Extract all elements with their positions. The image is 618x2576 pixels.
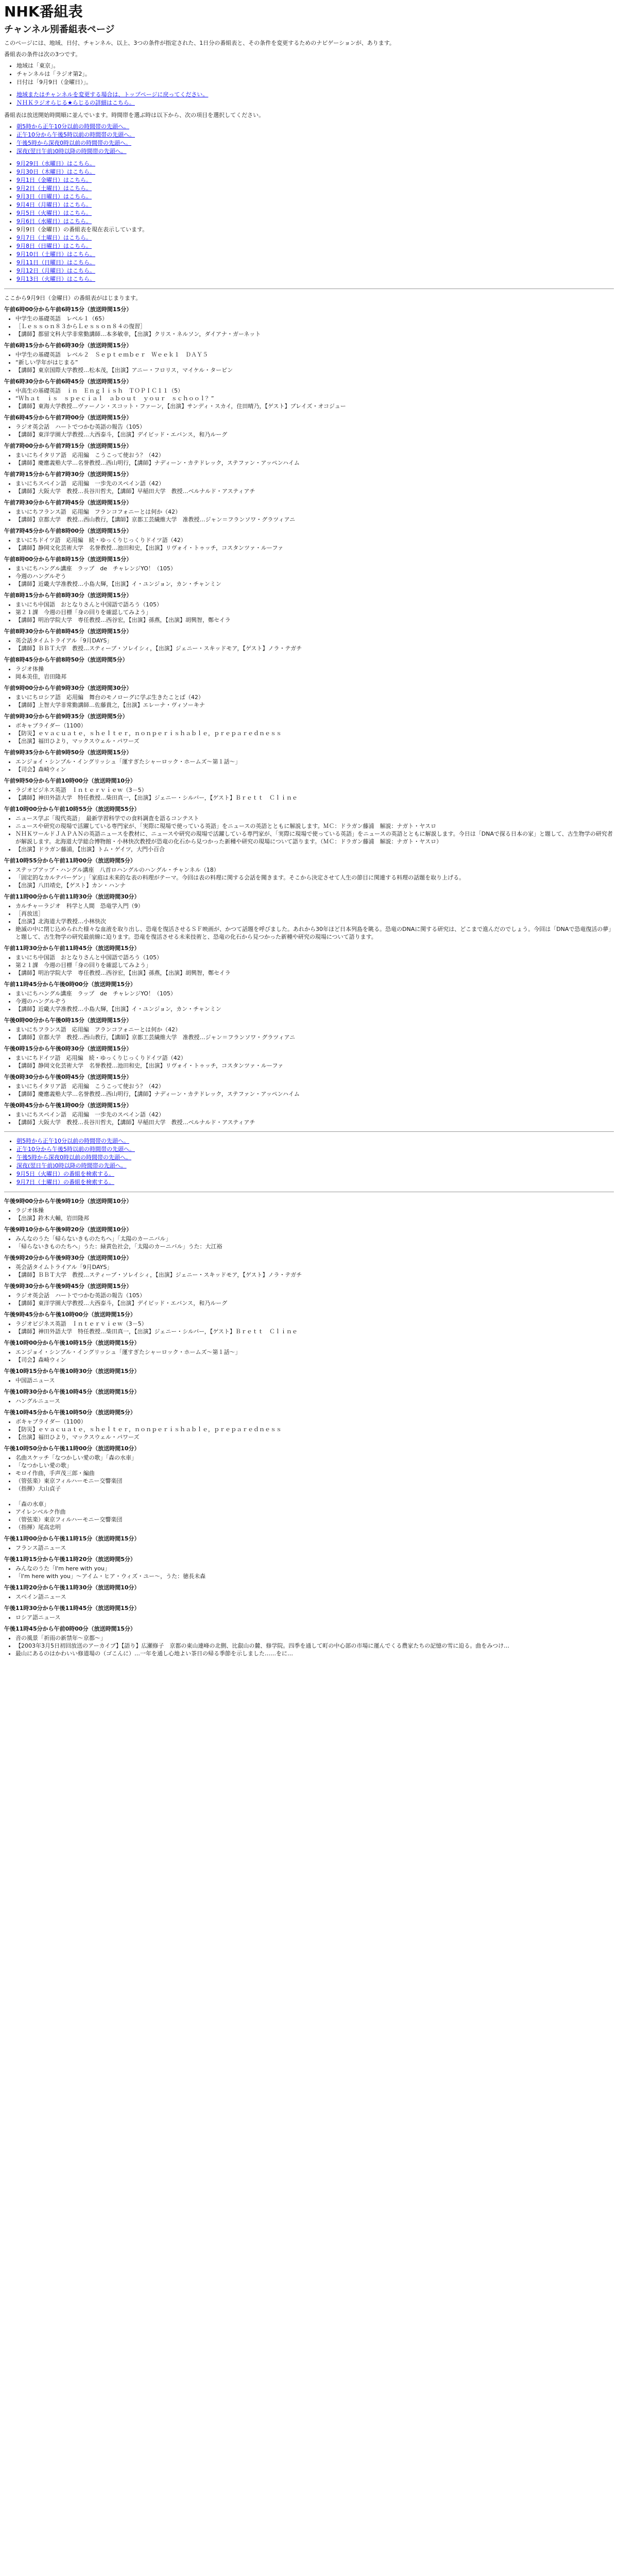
program-line: • まいにちフランス語 応用編 フランコフォニーとは何か（42） [15,1026,614,1033]
date-nav-item [16,184,614,193]
program-time: 午前9時35分から午前9時50分（放送時間15分） [4,749,132,756]
program-details [15,1614,614,1621]
program-slot [4,1282,614,1307]
program-line: • 【講師】上智大学非常勤講師…佐藤貴之，【出演】エレーナ・ヴィソーキナ [15,701,614,709]
program-time: 午後9時00分から午後9時10分（放送時間10分） [4,1198,132,1205]
program-time: 午前9時50分から午前10時00分（放送時間10分） [4,777,136,784]
program-line: • ラジオビジネス英語 Ｉｎｔｅｒｖｉｅｗ（3－5） [15,786,614,794]
program-line: • 【講師】神田外語大学 特任教授…柴田真一，【出演】ジェニー・シルバー，【ゲスト】Ｂｒｅｔｔ Ｃｌｉｎｅ [15,794,614,802]
change-link[interactable]: ＮＨＫラジオらじる★らじるの詳細はこちら。 [16,99,135,106]
program-line: • みんなのうた「帰らないきものたちへ」「太陽のカーニバル」 [15,1235,614,1243]
program-line: • （管弦楽）東京フィルハーモニー交響楽団 [15,1477,614,1485]
program-slot [4,656,614,681]
program-time: 午後10時50分から午後11時00分（放送時間10分） [4,1445,140,1452]
program-line: • カルチャーラジオ 科学と人間 恐竜学入門（9） [15,902,614,910]
program-line: • ステップアップ・ハングル講座 八首ロハングルのハングル・チャンネル（18） [15,866,614,874]
change-item [16,99,614,107]
program-time: 午後11時45分から午前0時00分（放送時間15分） [4,1625,136,1632]
program-line: • 「帰らないきものたちへ」うた：緑黄色社会，「太陽のカーニバル」うた：大江裕 [15,1243,614,1250]
program-details [15,423,614,438]
date-nav-item [16,176,614,184]
program-line: • 【司会】森崎ウィン [15,1356,614,1364]
program-time: 午前7時30分から午前7時45分（放送時間15分） [4,499,132,506]
date-nav-link[interactable]: 9月30日（木曜日）はこちら。 [16,168,95,175]
program-line: • ニュース学ぶ「現代英語」 最新学習科学での食料調査を語るコンテスト [15,815,614,822]
program-slot [4,1101,614,1126]
schedule-morning [4,306,614,1126]
schedule-evening [4,1197,614,1657]
time-nav-link[interactable]: 深夜(翌日午前)0時以降の時間帯の先頭へ。 [16,148,127,155]
time-nav-item [16,123,614,131]
divider [4,1131,614,1132]
intro-text: このページには、地域、日付、チャンネル、以上、3つの条件が指定された、1日分の番組表と、その条件を変更するためのナビゲーションが、あります。 [4,40,395,46]
mid-nav-link[interactable]: 9月5日（火曜日）の番組を検索する。 [16,1171,114,1177]
program-time: 午後0時30分から午後0時45分（放送時間15分） [4,1074,132,1080]
program-slot [4,777,614,802]
program-line: • 【講師】神田外語大学 特任教授…柴田真一，【出演】ジェニー・シルバー，【ゲスト】Ｂｒｅｔｔ Ｃｌｉｎｅ [15,1328,614,1335]
program-slot [4,1045,614,1070]
program-line: • まいにち中国語 おとなりさんと中国語で語ろう（105） [15,601,614,608]
date-nav-link[interactable]: 9月29日（水曜日）はこちら。 [16,160,95,167]
date-nav-link[interactable]: 9月1日（金曜日）はこちら。 [16,177,92,183]
program-slot [4,1197,614,1222]
program-time: 午後0時00分から午後0時15分（放送時間15分） [4,1017,132,1024]
program-line: • ＮＨＫワールドＪＡＰＡＮの英語ニュースを教材に、ニュースや研究の現場で活躍している専門家が、「実際に現場で使っている英語」をニュースの英語とともに解説します。今日は「DNAで探る日本の家」と題して、古生物学の研究者が解説します。北海道大学総合博物館・小林快次教授が恐竜の化石から見つかった新種や研究の現場について語ります。（ＭＣ：ドラガン藤浦 解説：ナガト・ヤスロ） [15,830,614,845]
program-line: • モロイ作曲，手声茂三郎・編曲 [15,1469,614,1477]
program-details [15,1593,614,1601]
program-details [15,1397,614,1405]
conditions-list [16,62,614,87]
program-details [15,1634,614,1657]
program-time: 午前8時00分から午前8時15分（放送時間15分） [4,556,132,563]
program-line: • エンジョイ・シンプル・イングリッシュ「運すぎたシャーロック・ホームズ〜第１話〜」 [15,758,614,766]
program-details [15,1418,614,1441]
program-details [15,665,614,681]
mid-nav-item [16,1178,614,1187]
program-details [15,1235,614,1250]
mid-nav-link[interactable]: 深夜(翌日午前)0時以降の時間帯の先頭へ。 [16,1162,127,1169]
program-slot [4,1409,614,1441]
program-slot [4,857,614,889]
program-line: • まいにちフランス語 応用編 フランコフォニーとは何か（42） [15,508,614,516]
program-line: • 【講師】東洋学園大学教授…大西泰斗，【出演】デイビッド・エバンス，和乃ルーグ [15,1299,614,1307]
program-line: • 「固定的なカルテバーゲン」「家庭は未来的な表の料理がテーマ。今回は表の料理に関する会話を聞きます。そこから決定させて人生の節目に関連する料理の話題を取り上げる。 [15,874,614,882]
program-time: 午前11時00分から午前11時30分（放送時間30分） [4,893,140,900]
date-nav-link[interactable]: 9月3日（日曜日）はこちら。 [16,193,92,200]
program-details [15,722,614,745]
date-nav-item [16,234,614,242]
program-line: • 「森の水車」 [15,1500,614,1508]
program-time: 午後10時45分から午後10時50分（放送時間5分） [4,1409,136,1416]
program-slot [4,555,614,588]
program-line [15,1493,614,1500]
mid-nav-link[interactable]: 9月7日（土曜日）の番組を検索する。 [16,1179,114,1185]
date-nav-link[interactable]: 9月4日（月曜日）はこちら。 [16,201,92,208]
program-line: • まいにちスペイン語 応用編 一歩先のスペイン語（42） [15,480,614,487]
program-line: • ニュースや研究の現場で活躍している専門家が、「実際に現場で使っている英語」をニュースの英語とともに解説します。ＭＣ：ドラガン藤浦 解説：ナガト・ヤスロ [15,822,614,830]
program-line: • ボキャブライダー（1100） [15,1418,614,1426]
program-details [15,866,614,889]
program-line: • 最山にあるのはかわいい修道場の（ゴこんに）…一年を通し心地よい茶日の帰る季節を示しました……をに… [15,1650,614,1657]
program-slot [4,1367,614,1384]
program-time: 午前8時30分から午前8時45分（放送時間15分） [4,628,132,635]
program-time: 午後10時00分から午後10時15分（放送時間15分） [4,1340,140,1346]
program-line: • 中学生の基礎英語 レベル１（65） [15,315,614,323]
program-time: 午前8時15分から午前8時30分（放送時間15分） [4,592,132,599]
program-line: • 第２１課 今週の目標「身の回りを確認してみよう」 [15,961,614,969]
date-nav-item [16,226,614,234]
program-details [15,387,614,410]
program-slot [4,1226,614,1250]
date-nav-item [16,193,614,201]
program-slot [4,713,614,745]
date-nav-link[interactable]: 9月10日（土曜日）はこちら。 [16,251,95,258]
program-time: 午後11時00分から午後11時15分（放送時間15分） [4,1535,140,1542]
program-time: 午後9時10分から午後9時20分（放送時間10分） [4,1226,132,1233]
program-line: • 【出演】八田靖史，【ゲスト】カン・ハンナ [15,882,614,889]
program-time: 午前11時30分から午前11時45分（放送時間15分） [4,945,140,952]
date-nav-item [16,160,614,168]
program-slot [4,442,614,467]
program-details [15,1320,614,1335]
time-nav-link[interactable]: 朝5時から正午10分以前の時間帯の先頭へ。 [16,123,129,130]
program-slot [4,628,614,652]
program-line: • 【講師】都留文科大学非常勤講師…本多敏幸，【出演】クリス・ネルソン，ダイアナ・ガーネット [15,330,614,338]
program-time: 午前11時45分から午後0時00分（放送時間15分） [4,981,136,988]
program-details [15,1544,614,1552]
date-nav-link[interactable]: 9月2日（土曜日）はこちら。 [16,185,92,192]
program-slot [4,414,614,438]
program-time: 午前10時55分から午前11時00分（放送時間5分） [4,857,136,864]
program-line: • 岡本美佳，岩田隆邦 [15,673,614,681]
program-time: 午後11時15分から午後11時20分（放送時間5分） [4,1556,136,1563]
change-links [16,91,614,107]
program-line: • 今週のハングルぞう [15,572,614,580]
program-slot [4,805,614,853]
program-details [15,1292,614,1307]
program-slot [4,893,614,941]
program-line: • ロシア語ニュース [15,1614,614,1621]
program-line: • ラジオビジネス英語 Ｉｎｔｅｒｖｉｅｗ（3－5） [15,1320,614,1328]
program-slot [4,499,614,523]
program-line: • まいにちイタリア語 応用編 こうこって使おう？（42） [15,1082,614,1090]
condition-text: チャンネルは「ラジオ第2」。 [16,71,91,77]
program-line: • まいにちロシア語 応用編 舞台のモノローグに学ぶ生きたことば（42） [15,693,614,701]
mid-nav-item [16,1137,614,1145]
program-time: 午後11時20分から午後11時30分（放送時間10分） [4,1584,140,1591]
program-details [15,637,614,652]
program-details [15,815,614,853]
time-nav [16,123,614,156]
time-nav-item [16,131,614,139]
program-slot [4,470,614,495]
program-slot [4,1339,614,1364]
program-slot [4,1311,614,1335]
program-line: • 英会話タイムトライアル「9月DAYS」 [15,637,614,645]
program-line: • ハングルニュース [15,1397,614,1405]
program-details [15,508,614,523]
program-time: 午前7時15分から午前7時30分（放送時間15分） [4,471,132,478]
program-line: • 【講師】静岡文化芸術大学 名誉教授…池田和史，【出演】リヴォイ・トゥッチ，コスタンツァ・ルーファ [15,544,614,552]
program-slot [4,749,614,773]
program-details [15,480,614,495]
program-slot [4,527,614,552]
date-nav-item [16,209,614,217]
program-slot [4,1604,614,1621]
date-nav-link[interactable]: 9月5日（火曜日）はこちら。 [16,210,92,216]
time-nav-link[interactable]: 午後5時から深夜0時以前の時間帯の先頭へ。 [16,140,131,146]
date-nav-text: 9月9日（金曜日）の番組表を現在表示しています。 [16,226,148,233]
program-details [15,1454,614,1531]
mid-nav-item [16,1145,614,1154]
mid-nav-link[interactable]: 午後5時から深夜0時以前の時間帯の先頭へ。 [16,1154,131,1161]
date-nav-link[interactable]: 9月12日（月曜日）はこちら。 [16,267,95,274]
program-slot [4,1445,614,1531]
program-line: • ラジオ英会話 ハートでつかむ英語の報告（105） [15,423,614,431]
program-line: • 【講師】明治学院大学 専任教授…西谷宏，【出演】孫燕，【出演】胡興智，鄭セイラ [15,969,614,977]
program-line: • 【出演】鈴木大輔，岩田隆邦 [15,1214,614,1222]
program-slot [4,684,614,709]
program-details [15,758,614,773]
program-line: • まいにちハングル講座 ラップ de チャレンジYO！（105） [15,565,614,572]
program-details [15,786,614,802]
program-time: 午前6時15分から午前6時30分（放送時間15分） [4,342,132,349]
program-line: • 第２１課 今週の目標「身の回りを確認してみよう」 [15,608,614,616]
program-line: • まいにちスペイン語 応用編 一歩先のスペイン語（42） [15,1111,614,1118]
date-nav-link[interactable]: 9月13日（火曜日）はこちら。 [16,276,95,282]
program-time: 午前6時30分から午前6時45分（放送時間15分） [4,378,132,385]
program-line: • フランス語ニュース [15,1544,614,1552]
program-time: 午前8時45分から午前8時50分（放送時間5分） [4,656,128,663]
mid-nav [16,1137,614,1187]
program-line: • 【2003年3月5日初回放送のアーカイブ】【語り】広瀬修子 京都の東山連峰の北側、比叡山の麓、修学院。四季を通して町の中心部の市場に運んでくる農家たちの記憶の雪に迫る。曲をみつけ… [15,1642,614,1650]
program-line: • 【防災】ｅｖａｃｕａｔｅ，ｓｈｅｌｔｅｒ，ｎｏｎｐｅｒｉｓｈａｂｌｅ，ｐｒｅｐａｒｅｄｎｅｓｓ [15,730,614,737]
program-line: • 【講師】近畿大学准教授…小島大輝，【出演】イ・ユンジョン，カン・チャンミン [15,580,614,588]
time-nav-item [16,139,614,147]
program-line: • “Ｗｈａｔ ｉｓ ｓｐｅｃｉａｌ ａｂｏｕｔ ｙｏｕｒ ｓｃｈｏｏｌ？” [15,395,614,402]
program-line: • ラジオ英会話 ハートでつかむ英語の報告（105） [15,1292,614,1299]
condition-text: 日付は「9月9日（金曜日）」。 [16,79,92,86]
program-line: • 【講師】東海大学教授…ヴァーノン・スコット・ファーン，【出演】サンディ・スカイ，住田晴乃，【ゲスト】ブレイズ・オコジュー [15,402,614,410]
program-details [15,1111,614,1126]
program-line: • 【講師】大阪大学 教授…長谷川哲夫，【講師】早稲田大学 教授…ベルナルド・アスティアチ [15,487,614,495]
program-line: • ［再放送］ [15,910,614,918]
program-line: • 【講師】静岡文化芸術大学 名誉教授…池田和史，【出演】リヴォイ・トゥッチ，コスタンツァ・ルーファ [15,1062,614,1070]
program-details [15,451,614,467]
mid-nav-link[interactable]: 正午10分から午後5時以前の時間帯の先頭へ。 [16,1146,135,1153]
program-details [15,693,614,709]
schedule-intro: ここから9月9日（金曜日）の番組表がはじまります。 [4,295,142,301]
site-title: NHK番組表 [4,3,83,20]
program-time: 午後11時30分から午後11時45分（放送時間15分） [4,1605,140,1612]
date-nav-item [16,242,614,250]
program-time: 午前6時45分から午前7時00分（放送時間15分） [4,414,132,421]
program-slot [4,1555,614,1580]
program-slot [4,342,614,374]
mid-nav-item [16,1162,614,1170]
program-line: • アイレンベルク作曲 [15,1508,614,1516]
program-line: • 「なつかしい愛の歌」 [15,1462,614,1469]
program-line: • 英会話タイムトライアル「9月DAYS」 [15,1263,614,1271]
program-time: 午後9時30分から午後9時45分（放送時間15分） [4,1283,132,1290]
time-nav-link[interactable]: 正午10分から午後5時以前の時間帯の先頭へ。 [16,131,135,138]
program-details [15,1207,614,1222]
program-details [15,1263,614,1279]
program-details [15,565,614,588]
program-slot [4,1584,614,1601]
condition-item [16,70,614,78]
program-details [15,536,614,552]
program-line: • （管弦楽）東京フィルハーモニー交響楽団 [15,1516,614,1523]
page-title: チャンネル別番組表ページ [4,24,115,35]
program-line: • 名曲スケッチ「なつかしい愛の歌」「森の水車」 [15,1454,614,1462]
date-nav-item [16,217,614,226]
program-line: • 【講師】ＢＢＴ大学 教授…スティーブ・ソレイシィ，【出演】ジェニー・スキッドモア，【ゲスト】ノラ・テガチ [15,1271,614,1279]
program-line: • （指揮）大山貞子 [15,1485,614,1493]
condition-item [16,78,614,87]
date-nav-item [16,201,614,209]
program-line: • まいにちハングル講座 ラップ de チャレンジYO！（105） [15,990,614,997]
program-line: • 【講師】近畿大学准教授…小島大輝，【出演】イ・ユンジョン，カン・チャンミン [15,1005,614,1013]
program-time: 午後9時20分から午後9時30分（放送時間10分） [4,1255,132,1261]
program-time: 午後0時45分から午後1時00分（放送時間15分） [4,1102,132,1109]
program-time: 午後10時15分から午後10時30分（放送時間15分） [4,1368,140,1375]
date-nav-item [16,250,614,259]
program-line: • 今週のハングルぞう [15,997,614,1005]
program-line: • 【講師】東京国際大学教授…松本茂，【出演】アニー・フロリス，マイケル・ターピン [15,366,614,374]
program-details [15,1026,614,1041]
program-time: 午前9時00分から午前9時30分（放送時間30分） [4,685,132,691]
program-slot [4,591,614,624]
program-slot [4,1388,614,1405]
program-line: • ラジオ体操 [15,665,614,673]
program-details [15,1082,614,1098]
program-slot [4,378,614,410]
program-time: 午前7時00分から午前7時15分（放送時間15分） [4,443,132,449]
date-nav-item [16,168,614,176]
program-line: • 「I'm here with you」～アイム・ヒア・ウィズ・ユー～，うた：徳長未森 [15,1572,614,1580]
program-slot [4,1254,614,1279]
program-line: • 【出演】ドラガン藤浦，【出演】トム・ゲイツ，大門小百合 [15,845,614,853]
program-details [15,990,614,1013]
program-details [15,601,614,624]
program-time: 午前9時30分から午前9時35分（放送時間5分） [4,713,128,720]
date-nav-item [16,267,614,275]
program-line: • 【講師】大阪大学 教授…長谷川哲夫，【講師】早稲田大学 教授…ベルナルド・アスティアチ [15,1118,614,1126]
program-line: • 【講師】京都大学 教授…西山教行，【講師】京都工芸繊維大学 准教授…ジャン＝フランソワ・グラツィアニ [15,516,614,523]
date-nav-link[interactable]: 9月7日（土曜日）はこちら。 [16,234,92,241]
date-nav-link[interactable]: 9月8日（日曜日）はこちら。 [16,243,92,249]
program-details [15,1054,614,1070]
program-time: 午後10時30分から午後10時45分（放送時間15分） [4,1388,140,1395]
program-line: • 【出演】福田ひより，マックスウェル・パワーズ [15,1433,614,1441]
program-time: 午後9時45分から午後10時00分（放送時間15分） [4,1311,136,1318]
program-details [15,351,614,374]
program-line: • エンジョイ・シンプル・イングリッシュ「運すぎたシャーロック・ホームズ〜第１話〜」 [15,1348,614,1356]
conditions-heading: 番組表の条件は次の3つです。 [4,51,81,58]
program-line: • スペイン語ニュース [15,1593,614,1601]
program-slot [4,1016,614,1041]
program-time: 午後0時15分から午後0時30分（放送時間15分） [4,1045,132,1052]
mid-nav-item [16,1154,614,1162]
program-line: • 【講師】明治学院大学 専任教授…西谷宏，【出演】孫燕，【出演】胡興智，鄭セイラ [15,616,614,624]
program-slot [4,980,614,1013]
program-details [15,1377,614,1384]
program-line: • ラジオ体操 [15,1207,614,1214]
program-line: • みんなのうた「I'm here with you」 [15,1565,614,1572]
mid-nav-link[interactable]: 朝5時から正午10分以前の時間帯の先頭へ。 [16,1138,129,1144]
time-nav-heading: 番組表は放送開始時間順に並んでいます。時間帯を選ぶ時は以下から、次の項目を選択してください。 [4,112,265,118]
program-line: • 【出演】北海道大学教授…小林快次 [15,918,614,925]
program-line: • ［Ｌｅｓｓｏｎ８３からＬｅｓｓｏｎ８４の復習］ [15,323,614,330]
date-nav-link[interactable]: 9月6日（水曜日）はこちら。 [16,218,92,225]
program-line: • 【講師】慶應義塾大学…名誉教授…西山明行，【講師】ナディーン・カテドレック，ステファン・アッペンハイム [15,459,614,467]
program-line: • まいにちドイツ語 応用編 続・ゆっくりじっくりドイツ語（42） [15,1054,614,1062]
program-details [15,1348,614,1364]
program-line: • “新しい学年がはじまる” [15,359,614,366]
change-link[interactable]: 地域またはチャンネルを変更する場合は、トップページに戻ってください。 [16,91,209,98]
program-slot [4,1535,614,1552]
program-details [15,1565,614,1580]
time-nav-item [16,147,614,156]
program-slot [4,306,614,338]
program-line: • まいにちイタリア語 応用編 こうこって使おう？（42） [15,451,614,459]
program-slot [4,1625,614,1657]
program-line: • 【講師】京都大学 教授…西山教行，【講師】京都工芸繊維大学 准教授…ジャン＝フランソワ・グラツィアニ [15,1033,614,1041]
program-slot [4,944,614,977]
program-line: • 【防災】ｅｖａｃｕａｔｅ，ｓｈｅｌｔｅｒ，ｎｏｎｐｅｒｉｓｈａｂｌｅ，ｐｒｅｐａｒｅｄｎｅｓｓ [15,1426,614,1433]
date-nav-item [16,275,614,283]
program-line: • 中国語ニュース [15,1377,614,1384]
program-line: • 中学生の基礎英語 レベル２ Ｓｅｐｔｅｍｂｅｒ Ｗｅｅｋ１ ＤＡＹ５ [15,351,614,359]
program-time: 午前7時45分から午前8時00分（放送時間15分） [4,528,132,534]
condition-text: 地域は「東京」。 [16,62,59,69]
change-item [16,91,614,99]
program-line: • （指揮）尾高忠明 [15,1523,614,1531]
condition-item [16,62,614,70]
program-slot [4,1073,614,1098]
program-line: • まいにちドイツ語 応用編 続・ゆっくりじっくりドイツ語（42） [15,536,614,544]
program-line: • 【司会】森崎ウィン [15,766,614,773]
program-details [15,315,614,338]
program-line: • 絶滅の中に閉じ込められた様々な血液を取り出し、恐竜を復活させるＳＦ映画が、かつて話題を呼びました。あれから30年ほど日本列島を眺る。恐竜のDNAに関する研究は、どこまで進んだのでしょう。今回は「DNAで恐竜復活の夢」と題して、古生物学の研究最前線に迫ります。恐竜を復活させる未来技術と、恐竜の化石から見つかった新種や研究の現場について語ります。 [15,925,614,941]
program-time: 午前10時00分から午前10時55分（放送時間55分） [4,806,140,812]
program-line: • 【講師】東洋学園大学教授…大西泰斗，【出演】デイビッド・エバンス，和乃ルーグ [15,431,614,438]
program-line: • 【出演】福田ひより，マックスウェル・パワーズ [15,737,614,745]
mid-nav-item [16,1170,614,1178]
date-nav-link[interactable]: 9月11日（日曜日）はこちら。 [16,259,95,266]
date-nav [16,160,614,283]
date-nav-item [16,259,614,267]
program-line: • ボキャブライダー（1100） [15,722,614,730]
program-details [15,954,614,977]
program-time: 午前6時00分から午前6時15分（放送時間15分） [4,306,132,313]
program-line: • 【講師】ＢＢＴ大学 教授…スティーブ・ソレイシィ，【出演】ジェニー・スキッドモア，【ゲスト】ノラ・テガチ [15,645,614,652]
program-line: • 中高生の基礎英語 ｉｎ Ｅｎｇｌｉｓｈ ＴＯＰＩＣ１１（5） [15,387,614,395]
program-line: • まいにち中国語 おとなりさんと中国語で語ろう（105） [15,954,614,961]
program-line: • 【講師】慶應義塾大学…名誉教授…西山明行，【講師】ナディーン・カテドレック，ステファン・アッペンハイム [15,1090,614,1098]
program-details [15,902,614,941]
program-line: • 音の風景「祈雨の新禁年～京都～」 [15,1634,614,1642]
